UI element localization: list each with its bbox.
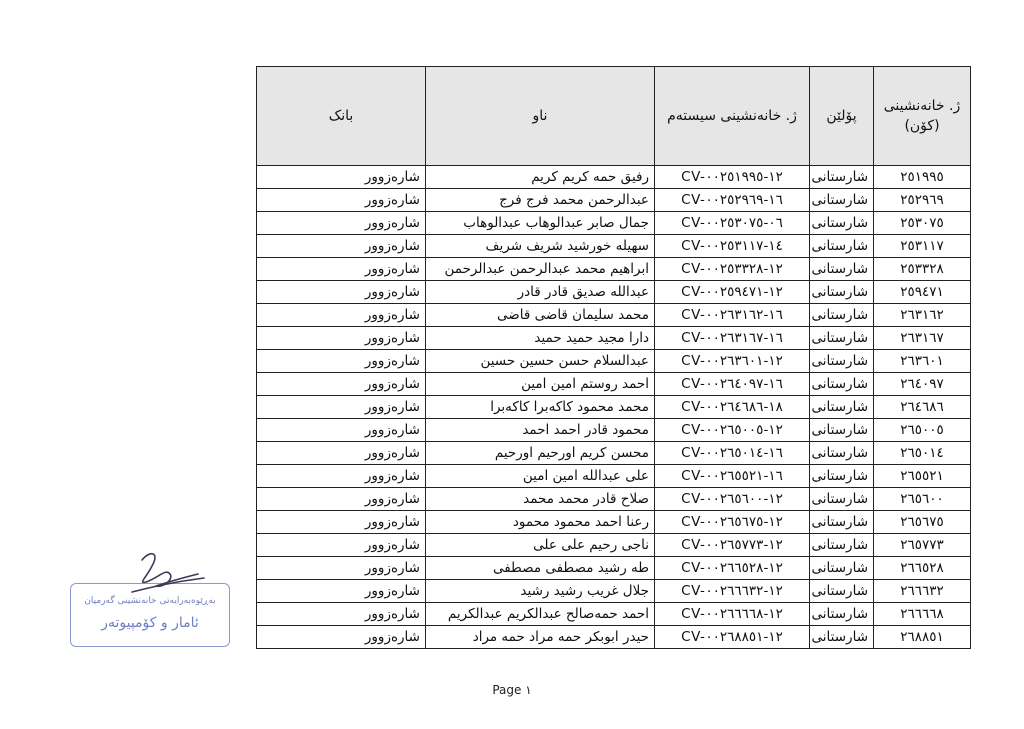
bank-cell: شارەزوور xyxy=(257,442,426,465)
table-row xyxy=(257,350,971,373)
system-pension-number-cell: CV-١٢-٠٠٢٥١٩٩٥ xyxy=(655,166,810,189)
bank-cell: شارەزوور xyxy=(257,534,426,557)
name-cell: طه رشید مصطفی مصطفی xyxy=(426,557,655,580)
bank-cell: شارەزوور xyxy=(257,189,426,212)
system-pension-number-cell: CV-١٢-٠٠٢٦٥٦٧٥ xyxy=(655,511,810,534)
system-pension-number-cell: CV-١٢-٠٠٢٦٨٨٥١ xyxy=(655,626,810,649)
table-row xyxy=(257,281,971,304)
old-pension-number-cell: ٢٦٣٦٠١ xyxy=(874,350,971,373)
table-row xyxy=(257,235,971,258)
header-bank: بانک xyxy=(257,67,426,166)
stamp-department: ئامار و کۆمپیوتەر xyxy=(101,615,199,631)
header-category: پۆلێن xyxy=(810,67,874,166)
bank-cell: شارەزوور xyxy=(257,258,426,281)
old-pension-number-cell: ٢٦٦٥٢٨ xyxy=(874,557,971,580)
table-row xyxy=(257,580,971,603)
name-cell: حیدر ابوبکر حمه مراد حمه مراد xyxy=(426,626,655,649)
bank-cell: شارەزوور xyxy=(257,350,426,373)
bank-cell: شارەزوور xyxy=(257,396,426,419)
name-cell: جلال غریب رشید رشید xyxy=(426,580,655,603)
category-cell: شارستانی xyxy=(810,212,874,235)
system-pension-number-cell: CV-١٢-٠٠٢٦٥٦٠٠ xyxy=(655,488,810,511)
page-number: Page ١ xyxy=(492,683,532,697)
pension-roster-table xyxy=(256,66,971,649)
category-cell: شارستانی xyxy=(810,373,874,396)
bank-cell: شارەزوور xyxy=(257,419,426,442)
bank-cell: شارەزوور xyxy=(257,212,426,235)
category-cell: شارستانی xyxy=(810,350,874,373)
system-pension-number-cell: CV-١٦-٠٠٢٦٥٥٢١ xyxy=(655,465,810,488)
name-cell: رفیق حمه کریم کریم xyxy=(426,166,655,189)
header-system-pension-number: ژ. خانەنشینی سیستەم xyxy=(655,67,810,166)
category-cell: شارستانی xyxy=(810,465,874,488)
bank-cell: شارەزوور xyxy=(257,488,426,511)
table-row xyxy=(257,511,971,534)
old-pension-number-cell: ٢٥٣٠٧٥ xyxy=(874,212,971,235)
handwritten-signature xyxy=(112,548,212,600)
table-header-row xyxy=(257,67,971,166)
name-cell: احمد روستم امین امین xyxy=(426,373,655,396)
old-pension-number-cell: ٢٦٤٦٨٦ xyxy=(874,396,971,419)
system-pension-number-cell: CV-١٢-٠٠٢٥٣٣٢٨ xyxy=(655,258,810,281)
system-pension-number-cell: CV-١٦-٠٠٢٥٢٩٦٩ xyxy=(655,189,810,212)
table-row xyxy=(257,189,971,212)
table-row xyxy=(257,419,971,442)
old-pension-number-cell: ٢٦٣١٦٢ xyxy=(874,304,971,327)
category-cell: شارستانی xyxy=(810,281,874,304)
name-cell: صلاح قادر محمد محمد xyxy=(426,488,655,511)
system-pension-number-cell: CV-١٨-٠٠٢٦٤٦٨٦ xyxy=(655,396,810,419)
table-row xyxy=(257,488,971,511)
system-pension-number-cell: CV-١٤-٠٠٢٥٣١١٧ xyxy=(655,235,810,258)
category-cell: شارستانی xyxy=(810,166,874,189)
table-row xyxy=(257,442,971,465)
name-cell: سهیله خورشید شریف شریف xyxy=(426,235,655,258)
category-cell: شارستانی xyxy=(810,235,874,258)
table-row xyxy=(257,557,971,580)
table-row xyxy=(257,373,971,396)
old-pension-number-cell: ٢٥٣١١٧ xyxy=(874,235,971,258)
bank-cell: شارەزوور xyxy=(257,327,426,350)
table-row xyxy=(257,166,971,189)
old-pension-number-cell: ٢٦٥٥٢١ xyxy=(874,465,971,488)
old-pension-number-cell: ٢٦٥٦٠٠ xyxy=(874,488,971,511)
system-pension-number-cell: CV-١٦-٠٠٢٦٣١٦٧ xyxy=(655,327,810,350)
table-row xyxy=(257,327,971,350)
bank-cell: شارەزوور xyxy=(257,166,426,189)
old-pension-number-cell: ٢٦٥٧٧٣ xyxy=(874,534,971,557)
name-cell: عبدالسلام حسن حسین حسین xyxy=(426,350,655,373)
category-cell: شارستانی xyxy=(810,488,874,511)
name-cell: ابراهیم محمد عبدالرحمن عبدالرحمن xyxy=(426,258,655,281)
system-pension-number-cell: CV-١٦-٠٠٢٦٥٠١٤ xyxy=(655,442,810,465)
bank-cell: شارەزوور xyxy=(257,304,426,327)
old-pension-number-cell: ٢٦٤٠٩٧ xyxy=(874,373,971,396)
system-pension-number-cell: CV-١٦-٠٠٢٦٤٠٩٧ xyxy=(655,373,810,396)
category-cell: شارستانی xyxy=(810,419,874,442)
name-cell: علی عبدالله امین امین xyxy=(426,465,655,488)
bank-cell: شارەزوور xyxy=(257,511,426,534)
old-pension-number-cell: ٢٦٨٨٥١ xyxy=(874,626,971,649)
name-cell: محمد محمود کاکەبرا کاکەبرا xyxy=(426,396,655,419)
bank-cell: شارەزوور xyxy=(257,626,426,649)
header-old-pension-number: ژ. خانەنشینی (کۆن) xyxy=(874,67,971,166)
category-cell: شارستانی xyxy=(810,557,874,580)
category-cell: شارستانی xyxy=(810,626,874,649)
category-cell: شارستانی xyxy=(810,327,874,350)
category-cell: شارستانی xyxy=(810,511,874,534)
system-pension-number-cell: CV-١٢-٠٠٢٦٥٧٧٣ xyxy=(655,534,810,557)
old-pension-number-cell: ٢٦٦٦٦٨ xyxy=(874,603,971,626)
category-cell: شارستانی xyxy=(810,189,874,212)
old-pension-number-cell: ٢٥٢٩٦٩ xyxy=(874,189,971,212)
bank-cell: شارەزوور xyxy=(257,580,426,603)
name-cell: عبدالرحمن محمد فرج فرج xyxy=(426,189,655,212)
category-cell: شارستانی xyxy=(810,396,874,419)
table-row xyxy=(257,396,971,419)
header-name: ناو xyxy=(426,67,655,166)
system-pension-number-cell: CV-١٢-٠٠٢٦٦٦٦٨ xyxy=(655,603,810,626)
table-row xyxy=(257,534,971,557)
bank-cell: شارەزوور xyxy=(257,373,426,396)
table-row xyxy=(257,626,971,649)
system-pension-number-cell: CV-١٢-٠٠٢٦٦٥٢٨ xyxy=(655,557,810,580)
old-pension-number-cell: ٢٥٣٣٢٨ xyxy=(874,258,971,281)
name-cell: ناجی رحیم علی علی xyxy=(426,534,655,557)
name-cell: رعنا احمد محمود محمود xyxy=(426,511,655,534)
table-body xyxy=(257,166,971,649)
bank-cell: شارەزوور xyxy=(257,235,426,258)
bank-cell: شارەزوور xyxy=(257,465,426,488)
category-cell: شارستانی xyxy=(810,442,874,465)
table-row xyxy=(257,465,971,488)
bank-cell: شارەزوور xyxy=(257,281,426,304)
name-cell: محمد سلیمان قاضی قاضی xyxy=(426,304,655,327)
category-cell: شارستانی xyxy=(810,603,874,626)
stamp-office-name: بەڕێوەبەرایەتی خانەنشینی گەرمیان xyxy=(84,596,216,606)
category-cell: شارستانی xyxy=(810,258,874,281)
system-pension-number-cell: CV-١٢-٠٠٢٥٩٤٧١ xyxy=(655,281,810,304)
category-cell: شارستانی xyxy=(810,534,874,557)
bank-cell: شارەزوور xyxy=(257,557,426,580)
table-row xyxy=(257,258,971,281)
old-pension-number-cell: ٢٦٦٦٣٢ xyxy=(874,580,971,603)
table-row xyxy=(257,212,971,235)
name-cell: جمال صابر عبدالوهاب عبدالوهاب xyxy=(426,212,655,235)
name-cell: محسن کریم اورحیم اورحیم xyxy=(426,442,655,465)
system-pension-number-cell: CV-١٢-٠٠٢٦٥٠٠٥ xyxy=(655,419,810,442)
name-cell: دارا مجید حمید حمید xyxy=(426,327,655,350)
category-cell: شارستانی xyxy=(810,304,874,327)
name-cell: عبدالله صدیق قادر قادر xyxy=(426,281,655,304)
bank-cell: شارەزوور xyxy=(257,603,426,626)
old-pension-number-cell: ٢٦٥٠٠٥ xyxy=(874,419,971,442)
table-row xyxy=(257,304,971,327)
system-pension-number-cell: CV-١٢-٠٠٢٦٣٦٠١ xyxy=(655,350,810,373)
name-cell: احمد حمەصالح عبدالکریم عبدالکریم xyxy=(426,603,655,626)
system-pension-number-cell: CV-١٢-٠٠٢٦٦٦٣٢ xyxy=(655,580,810,603)
old-pension-number-cell: ٢٦٥٦٧٥ xyxy=(874,511,971,534)
system-pension-number-cell: CV-٠٦-٠٠٢٥٣٠٧٥ xyxy=(655,212,810,235)
old-pension-number-cell: ٢٥١٩٩٥ xyxy=(874,166,971,189)
system-pension-number-cell: CV-١٦-٠٠٢٦٣١٦٢ xyxy=(655,304,810,327)
table-row xyxy=(257,603,971,626)
name-cell: محمود قادر احمد احمد xyxy=(426,419,655,442)
old-pension-number-cell: ٢٦٣١٦٧ xyxy=(874,327,971,350)
old-pension-number-cell: ٢٥٩٤٧١ xyxy=(874,281,971,304)
old-pension-number-cell: ٢٦٥٠١٤ xyxy=(874,442,971,465)
category-cell: شارستانی xyxy=(810,580,874,603)
